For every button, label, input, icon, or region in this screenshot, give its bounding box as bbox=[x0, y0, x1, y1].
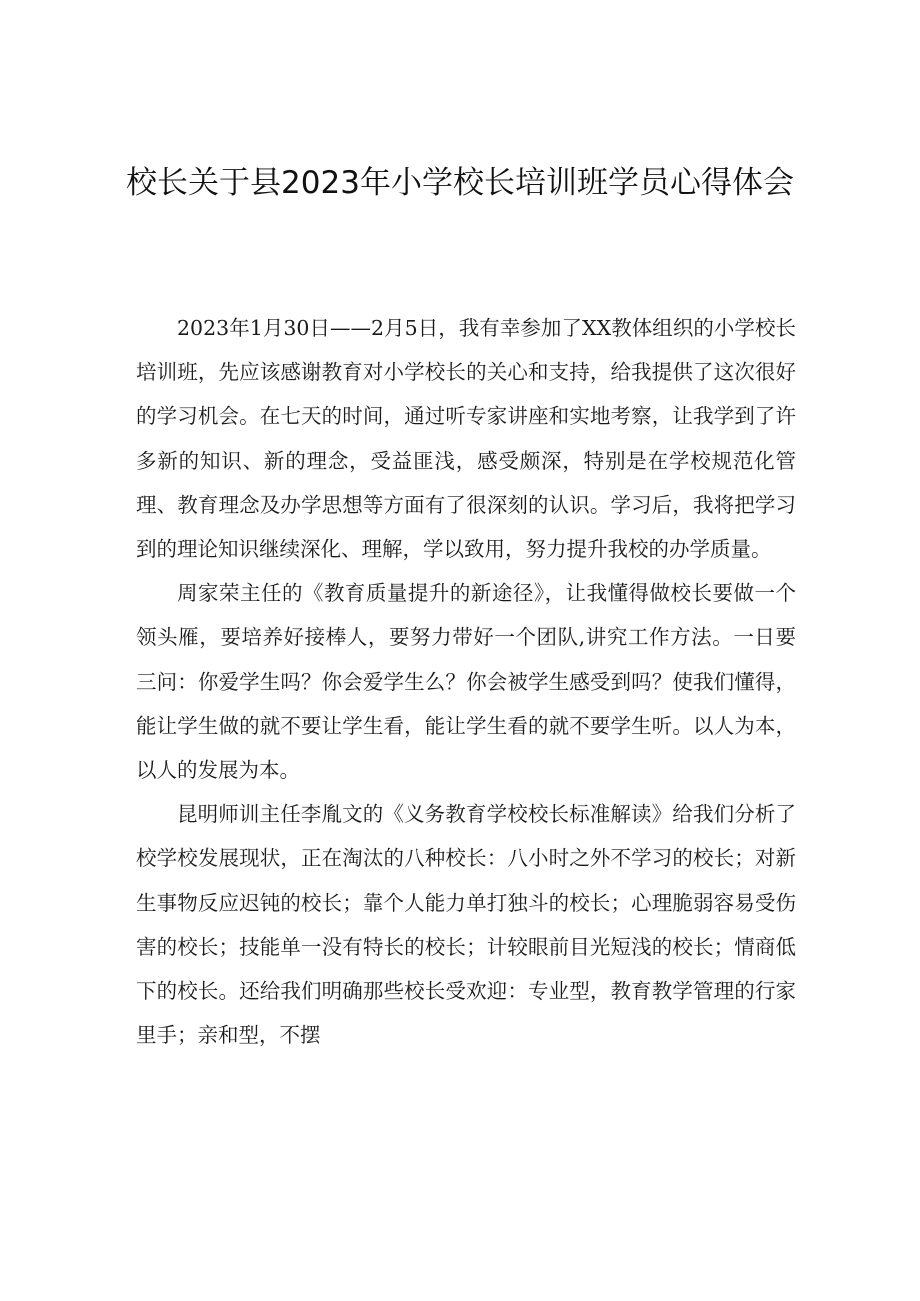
document-title: 校长关于县2023年小学校长培训班学员心得体会 bbox=[126, 165, 794, 201]
paragraph-2: 周家荣主任的《教育质量提升的新途径》，让我懂得做校长要做一个领头雁，要培养好接棒人，要努力带好一个团队,讲究工作方法。一日要三问：你爱学生吗？你会爱学生么？你会被学生感受到吗？使我们懂得，能让学生做的就不要让学生看，能让学生看的就不要学生听。以人为本，以人的发展为本。 bbox=[136, 581, 796, 783]
paragraph-3: 昆明师训主任李胤文的《义务教育学校校长标准解读》给我们分析了校学校发展现状，正在淘汰的八种校长：八小时之外不学习的校长；对新生事物反应迟钝的校长；靠个人能力单打独斗的校长；心理脆弱容易受伤害的校长；技能单一没有特长的校长；计较眼前目光短浅的校长；情商低下的校长。还给我们明确那些校长受欢迎：专业型，教育教学管理的行家里手；亲和型，不摆 bbox=[136, 802, 796, 1048]
paragraph-1: 2023年1月30日——2月5日，我有幸参加了XX教体组织的小学校长培训班，先应该感谢教育对小学校长的关心和支持，给我提供了这次很好的学习机会。在七天的时间，通过听专家讲座和实地考察，让我学到了许多新的知识、新的理念，受益匪浅，感受颇深，特别是在学校规范化管理、教育理念及办学思想等方面有了很深刻的认识。学习后，我将把学习到的理论知识继续深化、理解，学以致用，努力提升我校的办学质量。 bbox=[136, 316, 796, 562]
document-body bbox=[136, 306, 796, 1057]
